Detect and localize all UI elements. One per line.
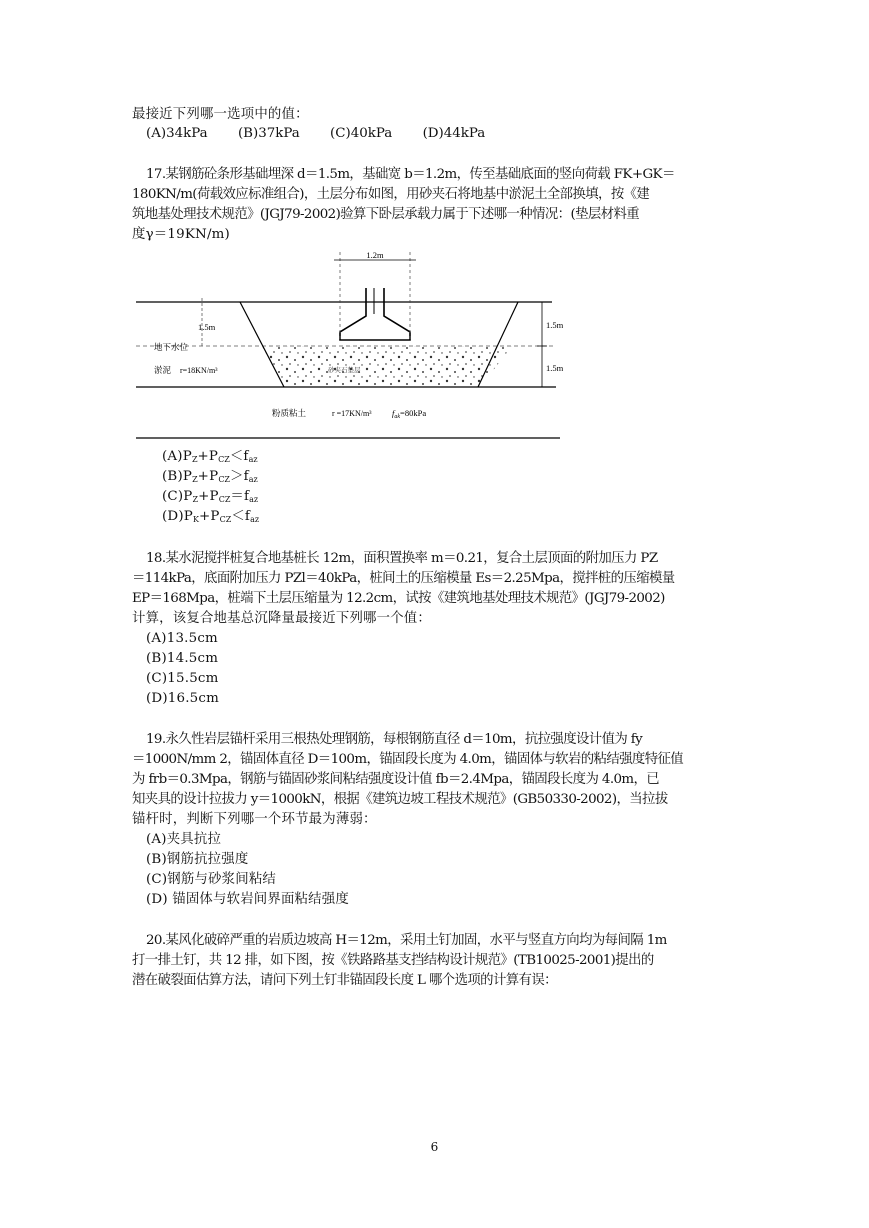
q20-line-1: 20.某风化破碎严重的岩质边坡高 H＝12m，采用土钉加固，水平与竖直方向均为每间隔 1m (146, 933, 667, 948)
q17-option-c: $(C)P_Z+P_{CZ}=f_{az}$ (162, 489, 259, 504)
fill-label: 砂夹石垫层 (328, 366, 361, 374)
q18-option-a: (A)13.5cm (146, 631, 218, 646)
q18-line-2: ＝114kPa，底面附加压力 PZl＝40kPa，桩间土的压缩模量 Es＝2.25Mpa，搅拌桩的压缩模量 (132, 571, 675, 586)
intro-line: 最接近下列哪一选项中的值： (132, 107, 309, 122)
page-number: 6 (430, 1140, 439, 1154)
intro-option-b: (B)37kPa (237, 126, 300, 141)
clay-label: 粉质粘土 (272, 409, 307, 419)
q17-line-4: 度γ＝19KN/m) (132, 227, 230, 242)
right-depth-top-label: 1.5m (546, 320, 564, 330)
intro-option-c: (C)40kPa (330, 126, 393, 141)
q19-line-3: 为 frb＝0.3Mpa，钢筋与锚固砂浆间粘结强度设计值 fb＝2.4Mpa，锚固段长度为 4.0m，已 (132, 772, 660, 787)
q19-option-a: (A)夹具抗拉 (146, 832, 222, 847)
q18-line-3: EP＝168Mpa，桩端下土层压缩量为 12.2cm，试按《建筑地基处理技术规范》(JGJ79-2002) (132, 591, 665, 606)
q19-option-b: (B)钢筋抗拉强度 (146, 852, 249, 867)
clay-gamma-label: r =17KN/m³ (332, 409, 372, 418)
q17-line-3: 筑地基处理技术规范》(JGJ79-2002)验算下卧层承载力属于下述哪一种情况：(垫层材料重 (132, 207, 640, 222)
q18-option-b: (B)14.5cm (146, 651, 219, 666)
q17-line-2: 180KN/m(荷载效应标准组合)，土层分布如图，用砂夹石将地基中淤泥土全部换填，按《建 (132, 187, 650, 202)
q18-line-4: 计算，该复合地基总沉降量最接近下列哪一个值： (132, 611, 431, 626)
q19-line-2: ＝1000N/mm 2，锚固体直径 D＝100m，锚固段长度为 4.0m，锚固体与软岩的粘结强度特征值 (132, 752, 684, 767)
left-depth-label: 1.5m (198, 322, 216, 332)
left-slope-line (240, 302, 284, 387)
water-table-label: 地下水位 (154, 343, 189, 353)
clay-fak-label: $f_{ak}=80kPa$ (392, 408, 427, 420)
q19-option-d: (D) 锚固体与软岩间界面粘结强度 (146, 892, 349, 907)
gravel-fill (262, 346, 512, 387)
q19-line-4: 知夹具的设计拉拔力 y＝1000kN，根据《建筑边坡工程技术规范》(GB50330-2002)，当拉拔 (132, 792, 668, 807)
intro-option-d: (D)44kPa (422, 126, 486, 141)
q18-line-1: 18.某水泥搅拌桩复合地基桩长 12m，面积置换率 m＝0.21，复合土层顶面的附加压力 PZ (146, 551, 658, 566)
q20-line-3: 潜在破裂面估算方法，请问下列土钉非锚固段长度 L 哪个选项的计算有误： (132, 973, 557, 988)
q17-option-a: $(A)P_Z+P_{CZ}<f_{az}$ (162, 449, 258, 464)
footing-outline (340, 288, 410, 340)
q19-line-1: 19.永久性岩层锚杆采用三根热处理钢筋，每根钢筋直径 d＝10m，抗拉强度设计值为 fy (146, 732, 643, 747)
q18-option-c: (C)15.5cm (146, 671, 219, 686)
intro-option-a: (A)34kPa (146, 126, 208, 141)
q18-option-d: (D)16.5cm (146, 691, 219, 706)
q17-line-1: 17.某钢筋砼条形基础埋深 d＝1.5m，基础宽 b＝1.2m，传至基础底面的竖向荷载 FK+GK＝ (146, 167, 675, 182)
foundation-section-diagram (124, 246, 564, 446)
q17-option-d: $(D)P_K+P_{CZ}<f_{az}$ (162, 509, 260, 524)
q19-line-5: 锚杆时，判断下列哪一个环节最为薄弱： (132, 812, 377, 827)
intro-options (146, 124, 511, 143)
q17-option-b: $(B)P_Z+P_{CZ}>f_{az}$ (162, 469, 258, 484)
q19-option-c: (C)钢筋与砂浆间粘结 (146, 872, 277, 887)
right-depth-bottom-label: 1.5m (546, 363, 564, 373)
mud-gamma-label: r=18KN/m³ (180, 366, 218, 375)
q20-line-2: 打一排土钉，共 12 排，如下图，按《铁路路基支挡结构设计规范》(TB10025-2001)提出的 (132, 953, 654, 968)
width-label: 1.2m (366, 250, 384, 260)
mud-label: 淤泥 (154, 366, 172, 376)
right-slope-line (478, 302, 518, 387)
